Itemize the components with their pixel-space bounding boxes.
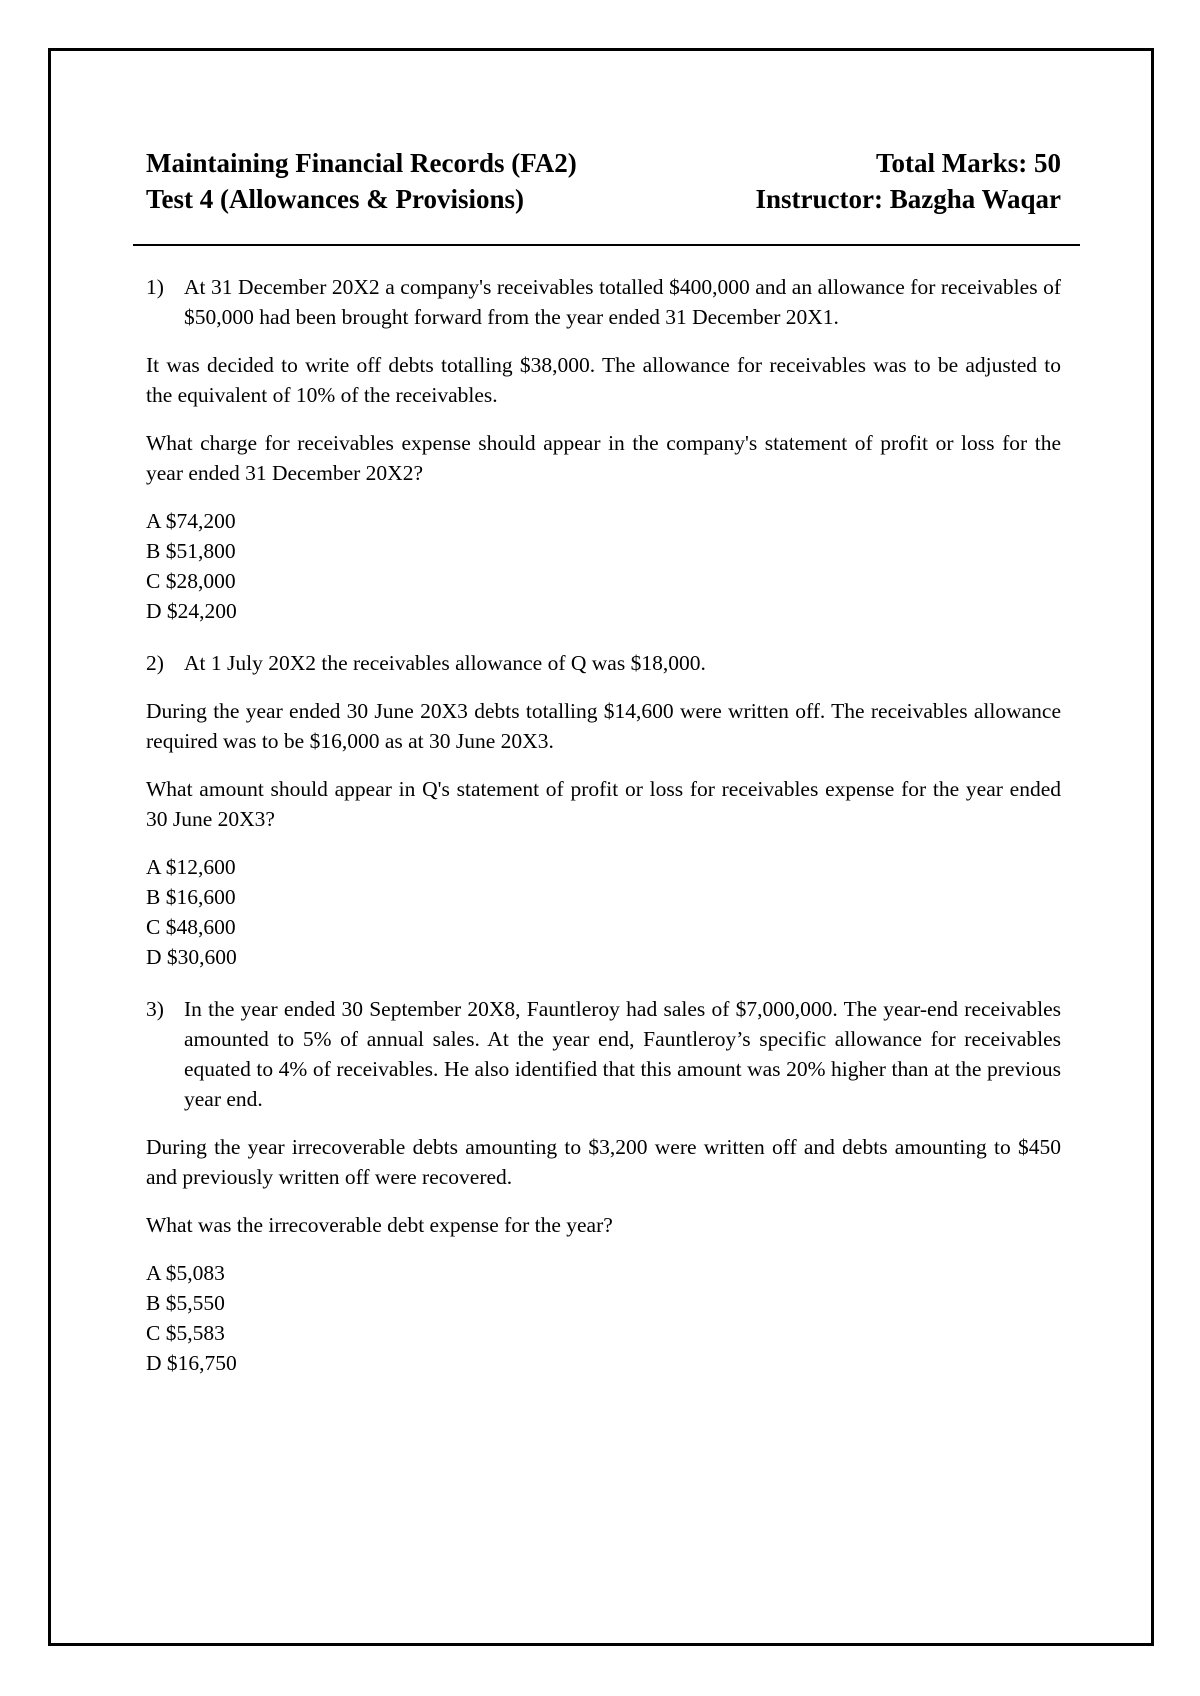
question-prompt: What was the irrecoverable debt expense for the year? xyxy=(146,1213,613,1237)
header-divider xyxy=(133,244,1080,246)
instructor-name: Instructor: Bazgha Waqar xyxy=(755,184,1061,214)
option-d: D $16,750 xyxy=(146,1351,237,1375)
test-title: Test 4 (Allowances & Provisions) xyxy=(146,184,524,214)
answer-options xyxy=(146,852,1061,972)
questions-list xyxy=(146,272,1061,1400)
question-3 xyxy=(146,994,1061,1378)
question-paragraph: During the year ended 30 June 20X3 debts totalling $14,600 were written off. The receivables allowance required was to be $16,000 as at 30 June 20X3. xyxy=(146,699,1061,753)
question-1 xyxy=(146,272,1061,626)
course-title: Maintaining Financial Records (FA2) xyxy=(146,148,577,178)
option-a: A $74,200 xyxy=(146,509,236,533)
answer-options xyxy=(146,1258,1061,1378)
option-d: D $30,600 xyxy=(146,945,237,969)
total-marks: Total Marks: 50 xyxy=(875,148,1061,178)
question-intro: In the year ended 30 September 20X8, Fauntleroy had sales of $7,000,000. The year-end receivables amounted to 5% of annual sales. At the year end, Fauntleroy’s specific allowance for receivables equated to 4% of receivables. He also identified that this amount was 20% higher than at the previous year end. xyxy=(184,997,1061,1111)
document-header xyxy=(146,145,1061,217)
question-intro: At 1 July 20X2 the receivables allowance of Q was $18,000. xyxy=(184,651,706,675)
option-c: C $48,600 xyxy=(146,915,236,939)
option-a: A $5,083 xyxy=(146,1261,225,1285)
option-b: B $51,800 xyxy=(146,539,236,563)
question-prompt: What amount should appear in Q's statement of profit or loss for receivables expense for the year ended 30 June 20X3? xyxy=(146,777,1061,831)
option-c: C $28,000 xyxy=(146,569,236,593)
question-prompt: What charge for receivables expense should appear in the company's statement of profit or loss for the year ended 31 December 20X2? xyxy=(146,431,1061,485)
option-a: A $12,600 xyxy=(146,855,236,879)
question-number: 3) xyxy=(146,997,164,1021)
question-intro: At 31 December 20X2 a company's receivables totalled $400,000 and an allowance for receivables of $50,000 had been brought forward from the year ended 31 December 20X1. xyxy=(184,275,1061,329)
question-number: 1) xyxy=(146,275,164,299)
option-b: B $16,600 xyxy=(146,885,236,909)
option-b: B $5,550 xyxy=(146,1291,225,1315)
question-paragraph: It was decided to write off debts totalling $38,000. The allowance for receivables was to be adjusted to the equivalent of 10% of the receivables. xyxy=(146,353,1061,407)
question-paragraph: During the year irrecoverable debts amounting to $3,200 were written off and debts amounting to $450 and previously written off were recovered. xyxy=(146,1135,1061,1189)
answer-options xyxy=(146,506,1061,626)
question-2 xyxy=(146,648,1061,972)
option-d: D $24,200 xyxy=(146,599,237,623)
option-c: C $5,583 xyxy=(146,1321,225,1345)
question-number: 2) xyxy=(146,651,164,675)
